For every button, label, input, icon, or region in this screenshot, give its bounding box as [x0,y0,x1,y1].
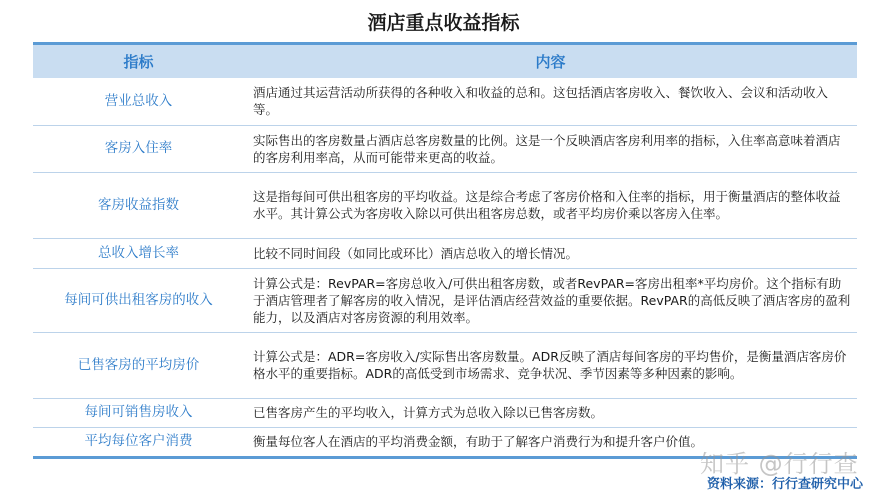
table-row [33,78,857,125]
indicator-name: 平均每位客户消费 [33,427,244,456]
indicator-content: 计算公式是：RevPAR=客房总收入/可供出租客房数，或者RevPAR=客房出租率*平均房价。这个指标有助于酒店管理者了解客房的收入情况，是评估酒店经营效益的重要依据。RevPAR的高低反映了酒店客房的盈利能力，以及酒店对客房资源的利用效率。 [244,268,857,332]
metrics-table [33,42,857,459]
table-row [33,172,857,238]
table-header-row [33,45,857,78]
page-title: 酒店重点收益指标 [367,12,520,34]
metrics-table-grid [33,45,857,456]
indicator-name: 总收入增长率 [33,238,244,268]
table-row [33,268,857,332]
indicator-content: 衡量每位客人在酒店的平均消费金额，有助于了解客户消费行为和提升客户价值。 [244,427,857,456]
table-row [33,398,857,427]
indicator-name: 每间可供出租客房的收入 [33,268,244,332]
indicator-content: 比较不同时间段（如同比或环比）酒店总收入的增长情况。 [244,238,857,268]
indicator-content: 计算公式是：ADR=客房收入/实际售出客房数量。ADR反映了酒店每间客房的平均售价，是衡量酒店客房价格水平的重要指标。ADR的高低受到市场需求、竞争状况、季节因素等多种因素的影响。 [244,332,857,398]
table-row [33,332,857,398]
indicator-name: 客房入住率 [33,125,244,172]
watermark: 知乎 @行行查 [700,450,859,478]
indicator-content: 实际售出的客房数量占酒店总客房数量的比例。这是一个反映酒店客房利用率的指标，入住率高意味着酒店的客房利用率高，从而可能带来更高的收益。 [244,125,857,172]
table-row [33,427,857,456]
header-indicator: 指标 [33,45,244,78]
indicator-content: 酒店通过其运营活动所获得的各种收入和收益的总和。这包括酒店客房收入、餐饮收入、会议和活动收入等。 [253,85,829,118]
table-row [33,125,857,172]
indicator-name: 客房收益指数 [33,172,244,238]
table-row [33,238,857,268]
header-content: 内容 [244,45,857,78]
indicator-name: 每间可销售房收入 [33,398,244,427]
indicator-content: 已售客房产生的平均收入，计算方式为总收入除以已售客房数。 [244,398,857,427]
indicator-name: 已售客房的平均房价 [33,332,244,398]
indicator-content: 这是指每间可供出租客房的平均收益。这是综合考虑了客房价格和入住率的指标，用于衡量酒店的整体收益水平。其计算公式为客房收入除以可供出租客房总数，或者平均房价乘以客房入住率。 [244,172,857,238]
source-note: 资料来源：行行查研究中心 [706,477,863,492]
indicator-name: 营业总收入 [104,92,173,109]
